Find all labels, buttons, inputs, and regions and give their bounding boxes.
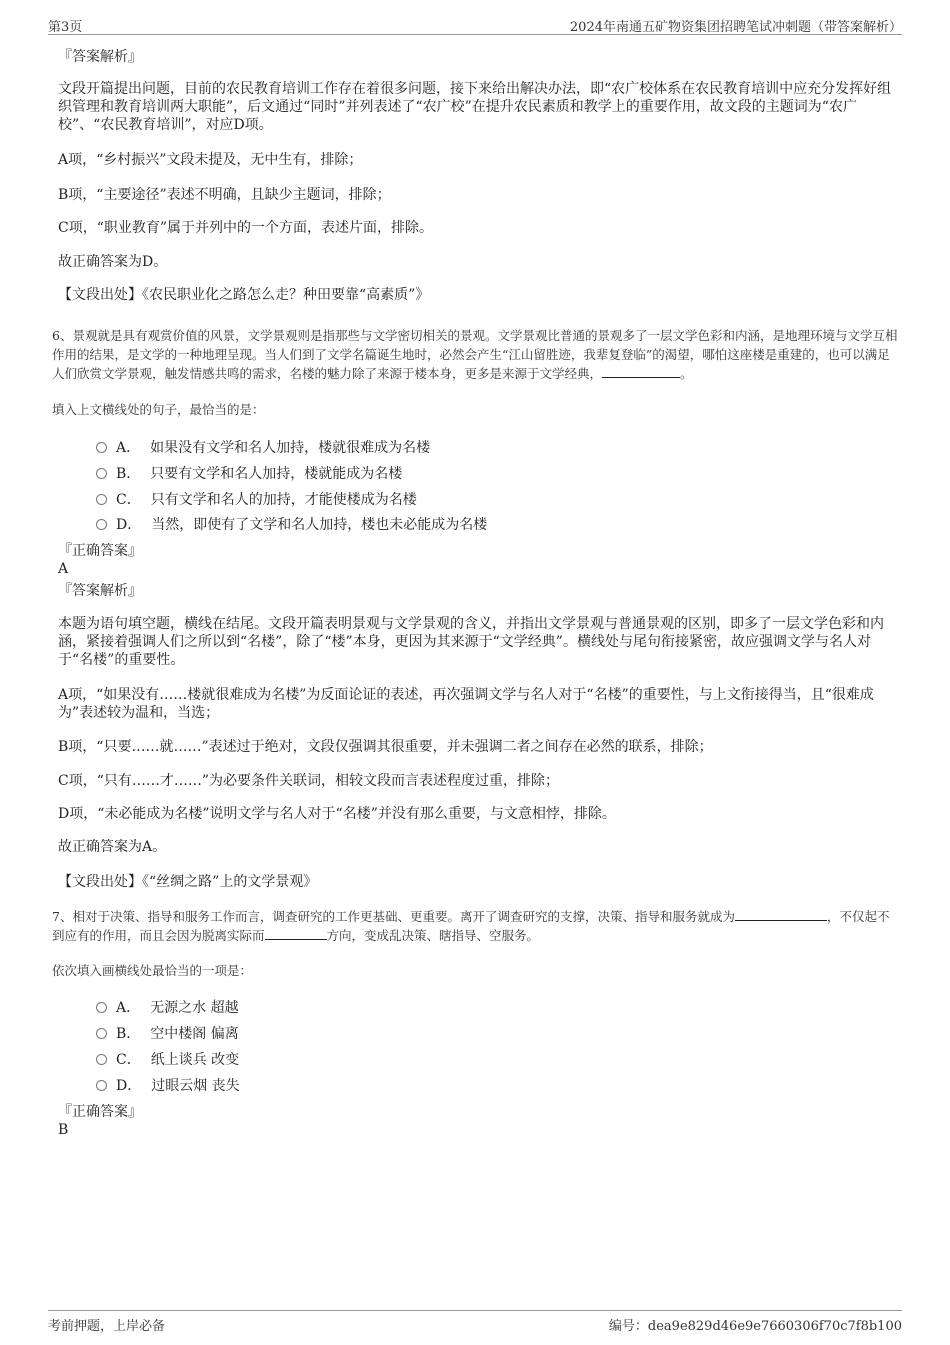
q7-answer-heading: 『正确答案』 [58,1104,142,1120]
radio-icon[interactable] [96,519,107,530]
radio-icon[interactable] [96,442,107,453]
q6-option-d-analysis: D项，“未必能成为名楼”说明文学与名人对于“名楼”并没有那么重要，与文意相悖，排除。 [58,806,616,822]
q6-option-d[interactable]: D． 当然，即使有了文学和名人加持，楼也未必能成为名楼 [96,514,487,534]
q6-option-c-analysis: C项，“只有……才……”为必要条件关联词，相较文段而言表述程度过重，排除； [58,773,560,789]
q7-prompt: 依次填入画横线处最恰当的一项是： [52,963,253,978]
q7-option-d[interactable]: D． 过眼云烟 丧失 [96,1075,240,1095]
q5-analysis-heading: 『答案解析』 [58,49,142,65]
q5-analysis-text: 文段开篇提出问题，目前的农民教育培训工作存在着很多问题，接下来给出解决办法，即“农广校体系在农民教育培训中应充分发挥好组织管理和教育培训两大职能”，后文通过“同时”并列表述了“农广校”在提升农民素质和教学上的重要作用，故文段的主题词为“农广校”、“农民教育培训”，对应D项。 [58,81,892,133]
q6-stem [52,326,898,383]
q7-stem: 7、相对于决策、指导和服务工作而言，调查研究的工作更基础、更重要。离开了调查研究的支撑，决策、指导和服务就成为 ，不仅起不到应有的作用，而且会因为脱离实际而 方向，变成乱决策、瞎指导、空服务。 [52,909,890,943]
q6-answer: A [58,561,69,577]
page-number: 第3页 [48,20,83,35]
q6-stem-text: 6、景观就是具有观赏价值的风景，文学景观则是指那些与文学密切相关的景观。文学景观比普通的景观多了一层文学色彩和内涵，是地理环境与文学互相作用的结果，是文学的一种地理呈现。当人们到了文学名篇诞生地时，必然会产生“江山留胜迹，我辈复登临”的渴望，哪怕这座楼是重建的，也可以满足人们欣赏文学景观，触发情感共鸣的需求，名楼的魅力除了来源于楼本身，更多是来源于文学经典， [52,328,898,381]
q7-answer: B [58,1122,69,1138]
q6-prompt: 填入上文横线处的句子，最恰当的是： [52,402,265,417]
q6-option-a[interactable]: A． 如果没有文学和名人加持，楼就很难成为名楼 [96,437,430,457]
q7-option-a[interactable]: A． 无源之水 超越 [96,997,239,1017]
radio-icon[interactable] [96,468,107,479]
radio-icon[interactable] [96,494,107,505]
radio-icon[interactable] [96,1054,107,1065]
document-id: 编号：dea9e829d46e9e7660306f70c7f8b100 [608,1319,902,1334]
q5-conclusion: 故正确答案为D。 [58,254,168,270]
q6-option-b-analysis: B项，“只要……就……”表述过于绝对，文段仅强调其很重要，并未强调二者之间存在必然的联系，排除； [58,739,713,755]
q6-blank [602,365,680,378]
q7-option-c[interactable]: C． 纸上谈兵 改变 [96,1049,239,1069]
page-footer [48,1310,902,1335]
radio-icon[interactable] [96,1002,107,1013]
q6-conclusion: 故正确答案为A。 [58,839,167,855]
q7-blank-2 [265,927,327,940]
radio-icon[interactable] [96,1028,107,1039]
q6-analysis-heading: 『答案解析』 [58,583,142,599]
q6-stem-end: 。 [680,366,693,381]
footer-slogan: 考前押题，上岸必备 [48,1319,166,1334]
q7-blank-1 [735,908,827,921]
document-title: 2024年南通五矿物资集团招聘笔试冲刺题（带答案解析） [569,20,902,35]
q7-option-b[interactable]: B． 空中楼阁 偏离 [96,1023,239,1043]
q6-analysis [58,615,898,669]
q5-option-b-analysis: B项，“主要途径”表述不明确，且缺少主题词，排除； [58,187,391,203]
page-header [48,14,902,35]
q5-source: 【文段出处】《农民职业化之路怎么走？种田要靠“高素质”》 [58,287,430,303]
q6-answer-heading: 『正确答案』 [58,543,142,559]
q6-option-a-analysis: A项，“如果没有……楼就很难成为名楼”为反面论证的表述，再次强调文学与名人对于“名楼”的重要性，与上文衔接得当，且“很难成为”表述较为温和，当选； [58,687,874,721]
q5-option-c-analysis: C项，“职业教育”属于并列中的一个方面，表述片面，排除。 [58,220,434,236]
q6-option-c[interactable]: C． 只有文学和名人的加持，才能使楼成为名楼 [96,489,417,509]
q5-option-a-analysis: A项，“乡村振兴”文段未提及，无中生有，排除； [58,152,363,168]
q6-option-b[interactable]: B． 只要有文学和名人加持，楼就能成为名楼 [96,463,402,483]
radio-icon[interactable] [96,1080,107,1091]
q5-analysis [58,80,898,134]
q6-analysis-text: 本题为语句填空题，横线在结尾。文段开篇表明景观与文学景观的含义，并指出文学景观与普通景观的区别，即多了一层文学色彩和内涵，紧接着强调人们之所以到“名楼”，除了“楼”本身，更因为其来源于“文学经典”。横线处与尾句衔接紧密，故应强调文学与名人对于“名楼”的重要性。 [58,616,884,668]
q6-source: 【文段出处】《“丝绸之路”上的文学景观》 [58,874,318,890]
